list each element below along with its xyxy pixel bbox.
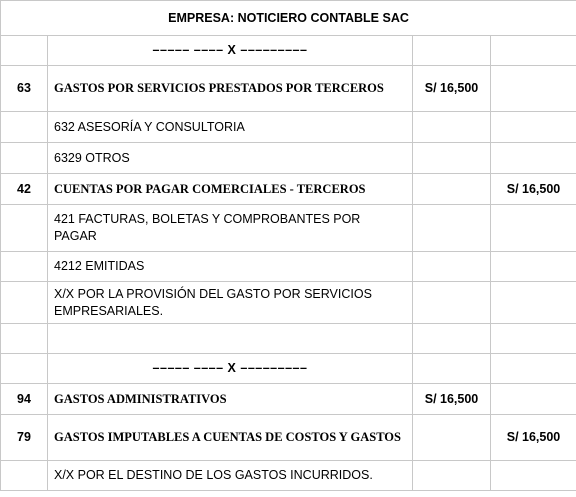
empty-cell bbox=[1, 205, 48, 252]
account-code: 42 bbox=[1, 174, 48, 205]
debit-cell bbox=[413, 174, 491, 205]
empty-cell bbox=[491, 143, 576, 174]
subaccount-name: 632 ASESORÍA Y CONSULTORIA bbox=[48, 112, 413, 143]
table-row bbox=[1, 66, 576, 112]
debit-amount: S/ 16,500 bbox=[413, 66, 491, 112]
credit-amount: S/ 16,500 bbox=[491, 174, 576, 205]
entry-separator: ––––– –––– X ––––––––– bbox=[48, 354, 413, 384]
empty-cell bbox=[413, 461, 491, 491]
empty-cell bbox=[1, 143, 48, 174]
entry-gloss: X/X POR LA PROVISIÓN DEL GASTO POR SERVICIOS EMPRESARIALES. bbox=[48, 282, 413, 324]
empty-cell bbox=[413, 354, 491, 384]
account-name: GASTOS ADMINISTRATIVOS bbox=[48, 384, 413, 415]
empty-cell bbox=[413, 36, 491, 66]
separator-row bbox=[1, 354, 576, 384]
table-row bbox=[1, 415, 576, 461]
empty-cell bbox=[413, 324, 491, 354]
company-header-row bbox=[1, 1, 576, 36]
empty-cell bbox=[48, 324, 413, 354]
empty-cell bbox=[1, 324, 48, 354]
empty-cell bbox=[413, 205, 491, 252]
empty-cell bbox=[1, 112, 48, 143]
table-row bbox=[1, 384, 576, 415]
table-row bbox=[1, 282, 576, 324]
empty-cell bbox=[491, 461, 576, 491]
account-name: GASTOS POR SERVICIOS PRESTADOS POR TERCEROS bbox=[48, 66, 413, 112]
empty-cell bbox=[1, 354, 48, 384]
empty-cell bbox=[1, 282, 48, 324]
table-row bbox=[1, 112, 576, 143]
empty-cell bbox=[1, 36, 48, 66]
empty-cell bbox=[491, 282, 576, 324]
debit-amount: S/ 16,500 bbox=[413, 384, 491, 415]
empty-cell bbox=[491, 252, 576, 282]
empty-cell bbox=[413, 282, 491, 324]
entry-separator: ––––– –––– X ––––––––– bbox=[48, 36, 413, 66]
empty-cell bbox=[491, 205, 576, 252]
empty-cell bbox=[413, 112, 491, 143]
account-code: 79 bbox=[1, 415, 48, 461]
empty-cell bbox=[1, 461, 48, 491]
table-row bbox=[1, 461, 576, 491]
account-code: 63 bbox=[1, 66, 48, 112]
credit-cell bbox=[491, 384, 576, 415]
empty-cell bbox=[491, 112, 576, 143]
subaccount-name: 4212 EMITIDAS bbox=[48, 252, 413, 282]
debit-cell bbox=[413, 415, 491, 461]
table-row bbox=[1, 174, 576, 205]
separator-row bbox=[1, 36, 576, 66]
empty-cell bbox=[1, 252, 48, 282]
table-row bbox=[1, 252, 576, 282]
credit-cell bbox=[491, 66, 576, 112]
empty-cell bbox=[491, 36, 576, 66]
empty-cell bbox=[413, 143, 491, 174]
account-name: GASTOS IMPUTABLES A CUENTAS DE COSTOS Y GASTOS bbox=[48, 415, 413, 461]
subaccount-name: 421 FACTURAS, BOLETAS Y COMPROBANTES POR PAGAR bbox=[48, 205, 413, 252]
table-row bbox=[1, 143, 576, 174]
credit-amount: S/ 16,500 bbox=[491, 415, 576, 461]
empty-cell bbox=[491, 324, 576, 354]
blank-row bbox=[1, 324, 576, 354]
table-row bbox=[1, 205, 576, 252]
subaccount-name: 6329 OTROS bbox=[48, 143, 413, 174]
company-title: EMPRESA: NOTICIERO CONTABLE SAC bbox=[1, 1, 576, 36]
empty-cell bbox=[413, 252, 491, 282]
account-code: 94 bbox=[1, 384, 48, 415]
entry-gloss: X/X POR EL DESTINO DE LOS GASTOS INCURRIDOS. bbox=[48, 461, 413, 491]
account-name: CUENTAS POR PAGAR COMERCIALES - TERCEROS bbox=[48, 174, 413, 205]
empty-cell bbox=[491, 354, 576, 384]
